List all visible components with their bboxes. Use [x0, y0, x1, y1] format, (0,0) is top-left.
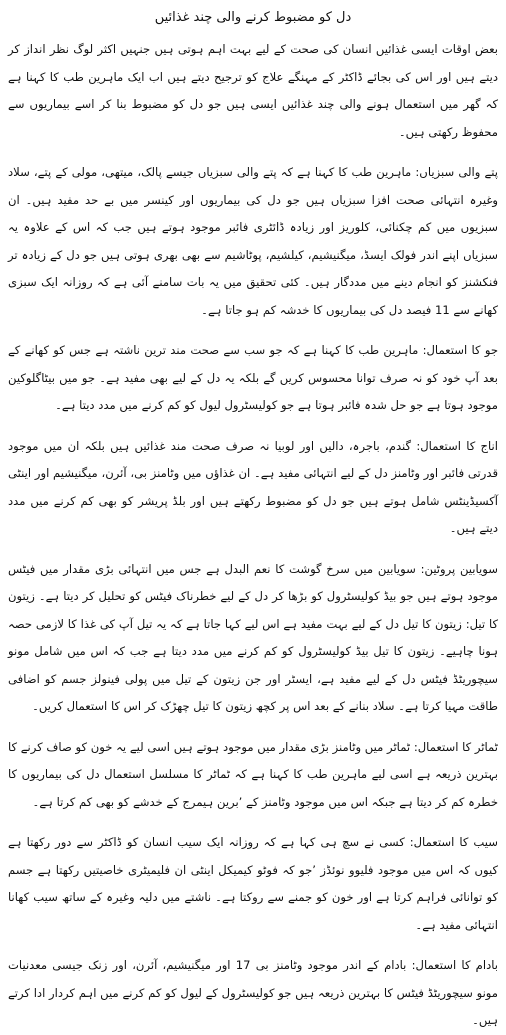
article-paragraph-apple: سیب کا استعمال: کسی نے سچ ہی کہا ہے کہ روزانہ ایک سیب انسان کو ڈاکٹر سے دور رکھتا ہے کیوں کہ اس میں موجود فلیوو نوئڈز ’جو کہ فوٹو کیمیکل اینٹی ان فلیمیٹری خاصیتیں رکھتا ہے جسم کو توانائی فراہم کرتا ہے اور خون کو جمنے سے روکتا ہے۔ ناشتے میں دلیہ وغیرہ کے ساتھ سیب کھانا انتہائی مفید ہے۔ — [8, 835, 498, 932]
article-title: دل کو مضبوط کرنے والی چند غذائیں — [154, 10, 352, 25]
article-paragraph-barley: جو کا استعمال: ماہرین طب کا کہنا ہے کہ جو سب سے صحت مند ترین ناشتہ ہے جس کو کھانے کے بعد آپ خود کو نہ صرف توانا محسوس کریں گے بلکہ یہ دل کے لیے بھی مفید ہے۔ جو میں بیٹاگلوکین موجود ہوتا ہے جو حل شدہ فائبر ہوتا ہے جو کولیسٹرول لیول کو کم کرنے میں مدد دیتا ہے۔ — [8, 343, 498, 412]
article-paragraph-almond: بادام کا استعمال: بادام کے اندر موجود وٹامنز بی 17 اور میگنیشیم، آئرن، اور زنک جیسی معدنیات مونو سیچوریٹڈ فیٹس کا بہترین ذریعہ ہیں جو کولیسٹرول کے لیول کو کم کرنے میں اہم کردار ادا کرتے ہیں۔ — [8, 958, 498, 1027]
article-paragraph-intro: بعض اوقات ایسی غذائیں انسان کی صحت کے لیے بہت اہم ہوتی ہیں جنہیں اکثر لوگ نظر انداز کر دیتے ہیں اور اس کی بجائے ڈاکٹر کے مہنگے علاج کو ترجیح دیتے ہیں اب ایک ماہرین طب کا کہنا ہے کہ گھر میں استعمال ہونے والی چند غذائیں ایسی ہیں جو دل کو مضبوط بنا کر اسے بیماریوں سے محفوظ رکھتی ہیں۔ — [8, 42, 498, 139]
article-paragraph-soybean-olive-oil: سویابین پروٹین: سویابین میں سرخ گوشت کا نعم البدل ہے جس میں انتہائی بڑی مقدار میں فیٹس موجود ہوتے ہیں جو بیڈ کولیسٹرول کو بڑھا کر دل کے لیے خطرناک فیٹس کو تحلیل کر دیتا ہے۔ زیتون کا تیل: زیتون کا تیل دل کے لیے بہت مفید ہے اس لیے کہا جاتا ہے کہ یہ تیل آپ کی غذا کا لازمی حصہ ہونا چاہیے۔ زیتون کا تیل بیڈ کولیسٹرول کو کم کرنے میں مدد دیتا ہے جب کہ اس میں شامل مونو سیچوریٹڈ فیٹس دل کے لیے مفید ہے، ایسٹر اور جن زیتون کے تیل میں پولی فینولز جسم کو اضافی طاقت مہیا کرتا ہے۔ سلاد بنانے کے بعد اس پر کچھ زیتون کا تیل چھڑک کر اس کا استعمال کریں۔ — [8, 561, 498, 713]
article-paragraph-grains: اناج کا استعمال: گندم، باجرہ، دالیں اور لوبیا نہ صرف صحت مند غذائیں ہیں بلکہ ان میں موجود قدرتی فائبر اور وٹامنز دل کے لیے انتہائی مفید ہے۔ ان غذاؤں میں وٹامنز بی، آئرن، میگنیشیم اور اینٹی آکسیڈینٹس شامل ہوتے ہیں جو دل کو مضبوط رکھتے ہیں اور بلڈ پریشر کو بھی کم کرنے میں مدد دیتے ہیں۔ — [8, 438, 498, 535]
article-paragraph-leafy-vegetables: پتے والی سبزیاں: ماہرین طب کا کہنا ہے کہ پتے والی سبزیاں جیسے پالک، میتھی، مولی کے پتے، سلاد وغیرہ انتہائی صحت افزا سبزیاں ہیں جو دل کی بیماریوں اور کینسر میں بے حد مفید ہیں۔ ان سبزیوں میں کم چکنائی، کلوریز اور زیادہ ڈائٹری فائبر موجود ہوتے ہیں جب کہ اس کے علاوہ یہ سبزیاں اپنے اندر فولک ایسڈ، میگنیشیم، کیلشیم، پوٹاشیم سے بھی بھری ہوتی ہیں جو دل کے زیادہ تر فنکشنز کو انجام دینے میں مددگار ہیں۔ کئی تحقیق میں یہ بات سامنے آئی ہے کہ روزانہ ایک سبزی کھانے سے 11 فیصد دل کی بیماریوں کا خدشہ کم ہو جاتا ہے۔ — [8, 165, 498, 317]
article-paragraph-tomato: ٹماٹر کا استعمال: ٹماٹر میں وٹامنز بڑی مقدار میں موجود ہوتے ہیں اسی لیے یہ خون کو صاف کرنے کا بہترین ذریعہ ہے اسی لیے ماہرین طب کا کہنا ہے کہ ٹماٹر کا مسلسل استعمال دل کی بیماریوں کا خطرہ کم کر دیتا ہے جبکہ اس میں موجود وٹامنز کے ’برین ہیمرج کے خدشے کو بھی کم کرتا ہے۔ — [8, 739, 498, 809]
